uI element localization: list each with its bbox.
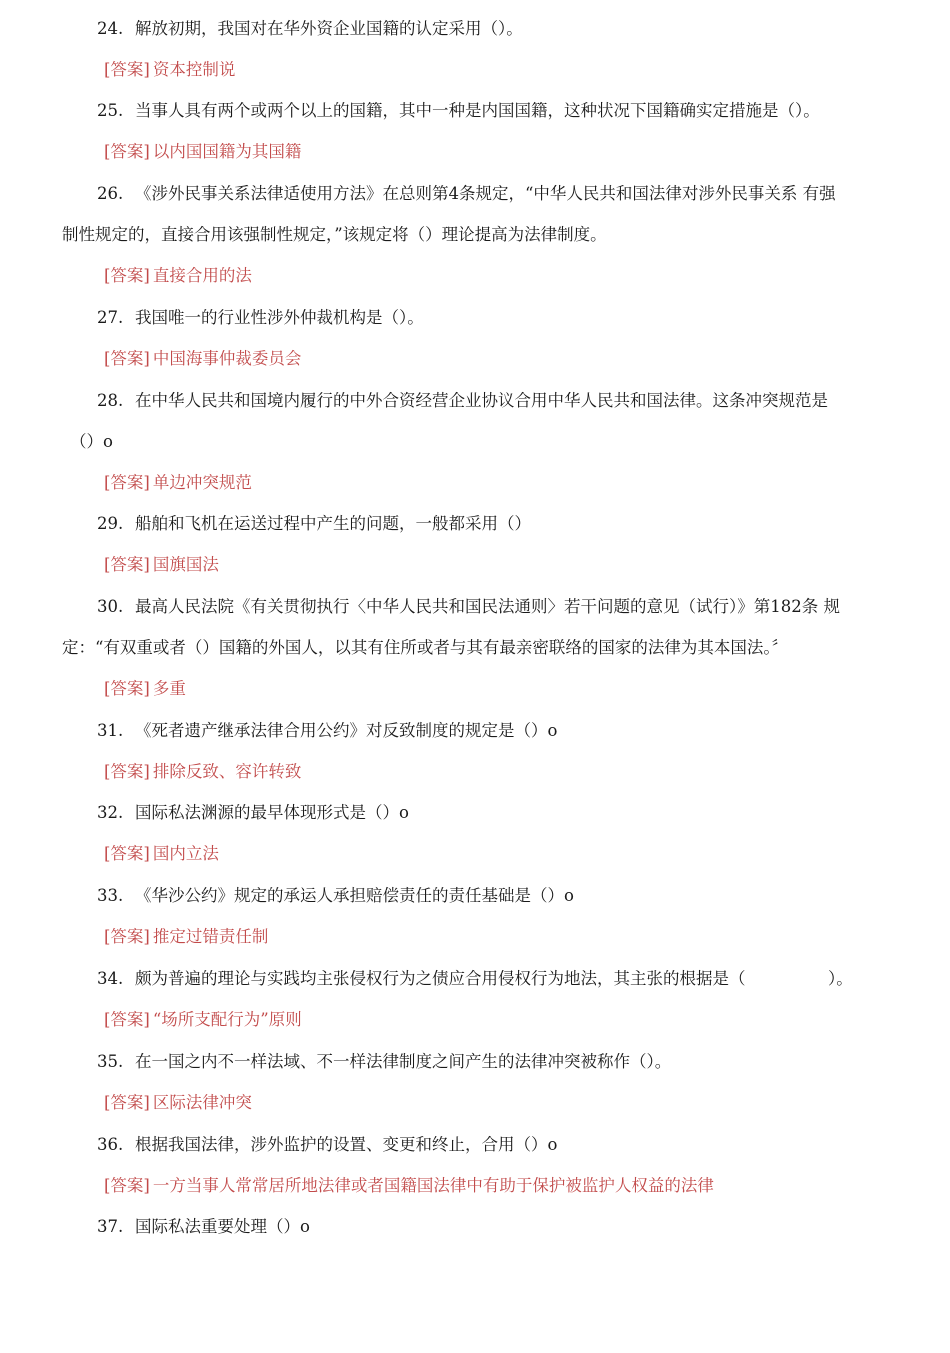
question-number: 32. <box>97 803 124 822</box>
answer-tag: [答案] <box>104 762 150 781</box>
answer-tag: [答案] <box>104 349 150 368</box>
question-text: 《死者遗产继承法律合用公约》对反致制度的规定是（）o <box>135 721 558 740</box>
answer-text: 国旗国法 <box>152 555 219 574</box>
question-28-continued: （）o <box>70 432 113 451</box>
answer-text: 排除反致、容许转致 <box>152 762 302 781</box>
question-text: 解放初期，我国对在华外资企业国籍的认定采用（）。 <box>135 19 523 38</box>
question-number: 31. <box>97 721 124 740</box>
answer-34 <box>0 1009 950 1031</box>
question-text: 当事人具有两个或两个以上的国籍，其中一种是内国国籍，这种状况下国籍确实定措施是（）。 <box>135 101 820 120</box>
question-28 <box>0 390 950 412</box>
answer-30 <box>0 678 950 700</box>
answer-text: 中国海事仲裁委员会 <box>152 349 302 368</box>
question-number: 33. <box>97 886 124 905</box>
question-number: 37. <box>97 1217 124 1236</box>
answer-31 <box>0 761 950 783</box>
question-33 <box>0 885 950 907</box>
question-27 <box>0 307 950 329</box>
answer-33 <box>0 926 950 948</box>
question-number: 29. <box>97 514 124 533</box>
question-35 <box>0 1051 950 1073</box>
answer-24 <box>0 59 950 81</box>
question-37 <box>0 1216 950 1238</box>
question-text: 《涉外民事关系法律适使用方法》在总则第4条规定，“中华人民共和国法律对涉外民事关系 有强 <box>135 184 836 203</box>
answer-29 <box>0 554 950 576</box>
answer-tag: [答案] <box>104 679 150 698</box>
answer-text: 一方当事人常常居所地法律或者国籍国法律中有助于保护被监护人权益的法律 <box>152 1176 714 1195</box>
question-number: 26. <box>97 184 124 203</box>
answer-text: “场所支配行为”原则 <box>152 1010 302 1029</box>
question-30-continued: 定：“有双重或者（）国籍的外国人，以其有住所或者与其有最亲密联络的国家的法律为其本国法。〞 <box>62 638 789 657</box>
answer-tag: [答案] <box>104 473 150 492</box>
answer-text: 直接合用的法 <box>152 266 252 285</box>
question-text: 颇为普遍的理论与实践均主张侵权行为之债应合用侵权行为地法，其主张的根据是（ ）。 <box>135 969 853 988</box>
answer-tag: [答案] <box>104 1176 150 1195</box>
question-31 <box>0 720 950 742</box>
question-text: 在中华人民共和国境内履行的中外合资经营企业协议合用中华人民共和国法律。这条冲突规范是 <box>135 391 828 410</box>
answer-27 <box>0 348 950 370</box>
question-number: 34. <box>97 969 124 988</box>
question-26-continued: 制性规定的，直接合用该强制性规定，”该规定将（）理论提高为法律制度。 <box>62 225 607 244</box>
question-text: 最高人民法院《有关贯彻执行〈中华人民共和国民法通则〉若干问题的意见（试行）》第182条 规 <box>135 597 840 616</box>
answer-32 <box>0 843 950 865</box>
question-text: 国际私法渊源的最早体现形式是（）o <box>135 803 409 822</box>
answer-text: 单边冲突规范 <box>152 473 252 492</box>
question-text: 国际私法重要处理（）o <box>135 1217 310 1236</box>
answer-tag: [答案] <box>104 60 150 79</box>
answer-26 <box>0 265 950 287</box>
question-number: 24. <box>97 19 124 38</box>
question-text: 《华沙公约》规定的承运人承担赔偿责任的责任基础是（）o <box>135 886 574 905</box>
answer-25 <box>0 141 950 163</box>
question-number: 25. <box>97 101 124 120</box>
question-30 <box>0 596 950 618</box>
answer-text: 资本控制说 <box>152 60 236 79</box>
question-34 <box>0 968 950 990</box>
answer-28 <box>0 472 950 494</box>
question-number: 35. <box>97 1052 124 1071</box>
answer-tag: [答案] <box>104 1093 150 1112</box>
answer-text: 多重 <box>152 679 186 698</box>
answer-tag: [答案] <box>104 266 150 285</box>
question-36 <box>0 1134 950 1156</box>
answer-text: 国内立法 <box>152 844 219 863</box>
answer-35 <box>0 1092 950 1114</box>
answer-36 <box>0 1175 950 1197</box>
answer-text: 以内国国籍为其国籍 <box>152 142 302 161</box>
question-number: 27. <box>97 308 124 327</box>
question-text: 根据我国法律，涉外监护的设置、变更和终止，合用（）o <box>135 1135 558 1154</box>
question-26 <box>0 183 950 205</box>
question-24 <box>0 18 950 40</box>
question-29 <box>0 513 950 535</box>
question-32 <box>0 802 950 824</box>
answer-text: 区际法律冲突 <box>152 1093 252 1112</box>
question-text: 我国唯一的行业性涉外仲裁机构是（）。 <box>135 308 424 327</box>
question-text: 在一国之内不一样法域、不一样法律制度之间产生的法律冲突被称作（）。 <box>135 1052 672 1071</box>
question-text: 船舶和飞机在运送过程中产生的问题，一般都采用（） <box>135 514 531 533</box>
answer-tag: [答案] <box>104 927 150 946</box>
answer-text: 推定过错责任制 <box>152 927 269 946</box>
question-number: 30. <box>97 597 124 616</box>
answer-tag: [答案] <box>104 1010 150 1029</box>
question-25 <box>0 100 950 122</box>
question-number: 28. <box>97 391 124 410</box>
answer-tag: [答案] <box>104 142 150 161</box>
answer-tag: [答案] <box>104 844 150 863</box>
question-number: 36. <box>97 1135 124 1154</box>
answer-tag: [答案] <box>104 555 150 574</box>
